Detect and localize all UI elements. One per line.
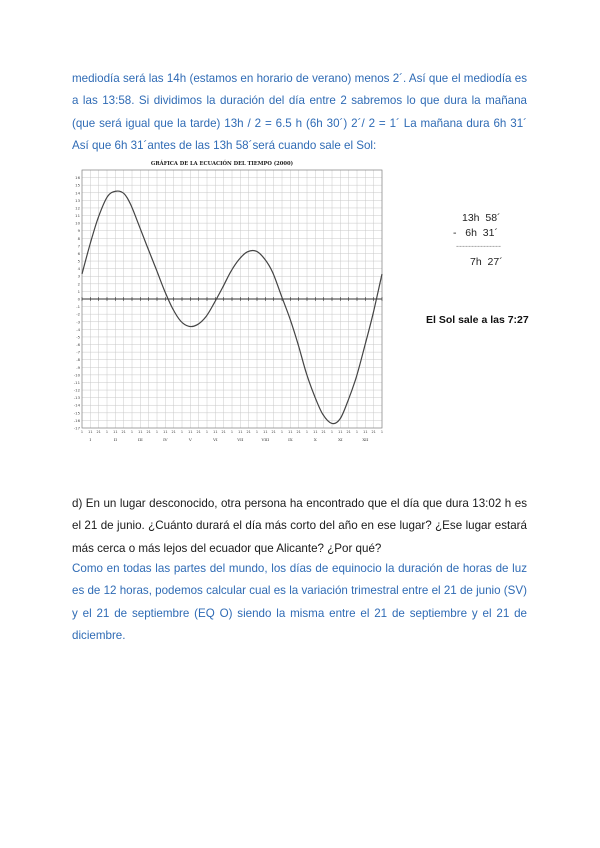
y-tick-label: -12	[73, 387, 80, 393]
x-day-label: 21	[271, 430, 276, 434]
x-month-label: IX	[288, 437, 293, 442]
x-day-label: 21	[296, 430, 301, 434]
x-day-label: 1	[280, 430, 284, 434]
x-day-label: 1	[380, 430, 384, 434]
y-tick-label: -5	[76, 334, 80, 340]
y-tick-label: -10	[73, 372, 80, 378]
x-day-label: 21	[121, 430, 126, 434]
x-day-label: 1	[330, 430, 334, 434]
x-day-label: 21	[221, 430, 226, 434]
y-tick-label: -4	[76, 326, 80, 332]
x-month-label: XI	[338, 437, 343, 442]
x-day-label: 11	[263, 430, 268, 434]
calc-line-noon: 13h 58´	[462, 212, 501, 224]
y-tick-label: 0	[77, 296, 80, 302]
x-month-label: VII	[237, 437, 244, 442]
x-day-label: 1	[230, 430, 234, 434]
chart-title: GRÁFICA DE LA ECUACIÓN DEL TIEMPO (2000)	[150, 161, 294, 167]
x-day-label: 1	[105, 430, 109, 434]
x-day-label: 11	[338, 430, 343, 434]
x-month-label: XII	[362, 437, 369, 442]
x-day-label: 21	[371, 430, 376, 434]
x-month-label: II	[113, 437, 117, 442]
calc-line-result: 7h 27´	[470, 256, 503, 268]
y-tick-label: 1	[77, 288, 80, 294]
y-tick-label: 14	[75, 190, 80, 196]
x-month-label: X	[313, 437, 317, 442]
y-tick-label: -11	[73, 379, 80, 385]
paragraph-solution-noon: mediodía será las 14h (estamos en horario de verano) menos 2´. Así que el mediodía es a las 13:58. Si dividimos la duración del día entre 2 sabremos lo que dura la mañana (que será igual que la tarde) 13h / 2 = 6.5 h (6h 30´) 2´/ 2 = 1´ La mañana dura 6h 31´ Así que 6h 31´antes de las 13h 58´será cuando sale el Sol:	[72, 72, 527, 153]
x-day-label: 11	[238, 430, 243, 434]
x-day-label: 21	[171, 430, 176, 434]
paragraph-question-d: d) En un lugar desconocido, otra persona ha encontrado que el día que dura 13:02 h es el 21 de junio. ¿Cuánto durará el día más corto del año en ese lugar? ¿Ese lugar estará más cerca o más lejos del ecuador que Alicante? ¿Por qué?	[72, 497, 527, 555]
x-day-label: 21	[246, 430, 251, 434]
y-tick-label: 5	[77, 258, 80, 264]
y-tick-label: -6	[76, 342, 80, 348]
x-month-label: VIII	[261, 437, 270, 442]
x-day-label: 1	[355, 430, 359, 434]
paragraph-answer-d: Como en todas las partes del mundo, los días de equinocio la duración de horas de luz es de 12 horas, podemos calcular cual es la variación trimestral entre el 21 de junio (SV) y el 21 de septiembre (EQ O) siendo la misma entre el 21 de septiembre y el 21 de diciembre.	[72, 562, 527, 643]
y-tick-label: 3	[77, 273, 80, 279]
y-tick-label: -7	[76, 349, 80, 355]
x-day-label: 21	[146, 430, 151, 434]
y-tick-label: 15	[75, 182, 80, 188]
x-day-label: 11	[288, 430, 293, 434]
y-tick-label: 12	[75, 205, 80, 211]
y-tick-label: -8	[76, 357, 80, 363]
x-day-label: 11	[88, 430, 93, 434]
y-tick-label: -1	[76, 304, 80, 310]
x-tick-labels	[81, 430, 383, 442]
y-tick-label: 2	[77, 281, 80, 287]
y-tick-labels	[74, 175, 81, 430]
x-day-label: 11	[188, 430, 193, 434]
calc-separator: ---------------	[456, 241, 501, 251]
x-month-label: III	[137, 437, 143, 442]
equation-of-time-chart	[72, 156, 392, 446]
x-day-label: 1	[80, 430, 84, 434]
y-tick-label: 10	[75, 220, 80, 226]
x-month-label: V	[188, 437, 192, 442]
x-day-label: 11	[138, 430, 143, 434]
x-day-label: 1	[255, 430, 259, 434]
x-day-label: 11	[163, 430, 168, 434]
x-day-label: 1	[180, 430, 184, 434]
x-day-label: 21	[321, 430, 326, 434]
y-tick-label: 8	[77, 235, 80, 241]
x-day-label: 1	[305, 430, 309, 434]
y-tick-label: 11	[75, 213, 80, 219]
x-month-label: VI	[213, 437, 218, 442]
x-day-label: 11	[213, 430, 218, 434]
y-tick-label: 6	[77, 250, 80, 256]
y-tick-label: -14	[73, 402, 80, 408]
y-tick-label: -9	[76, 364, 80, 370]
y-tick-label: -13	[73, 395, 80, 401]
x-day-label: 1	[155, 430, 159, 434]
x-month-label: I	[89, 437, 92, 442]
x-day-label: 1	[130, 430, 134, 434]
calc-line-morning: - 6h 31´	[453, 227, 498, 239]
x-month-label: IV	[163, 437, 168, 442]
x-day-label: 21	[196, 430, 201, 434]
x-day-label: 11	[313, 430, 318, 434]
x-day-label: 1	[205, 430, 209, 434]
y-tick-label: 7	[77, 243, 80, 249]
y-tick-label: 16	[75, 175, 80, 181]
y-tick-label: -16	[73, 417, 80, 423]
x-day-label: 11	[363, 430, 368, 434]
y-tick-label: -17	[73, 425, 80, 431]
y-tick-label: -3	[76, 319, 80, 325]
x-day-label: 11	[113, 430, 118, 434]
x-day-label: 21	[346, 430, 351, 434]
sunrise-result: El Sol sale a las 7:27	[426, 314, 529, 326]
y-tick-label: 4	[77, 266, 80, 272]
y-tick-label: 9	[77, 228, 80, 234]
y-tick-label: 13	[75, 197, 80, 203]
x-day-label: 21	[96, 430, 101, 434]
y-tick-label: -15	[73, 410, 80, 416]
y-tick-label: -2	[76, 311, 80, 317]
